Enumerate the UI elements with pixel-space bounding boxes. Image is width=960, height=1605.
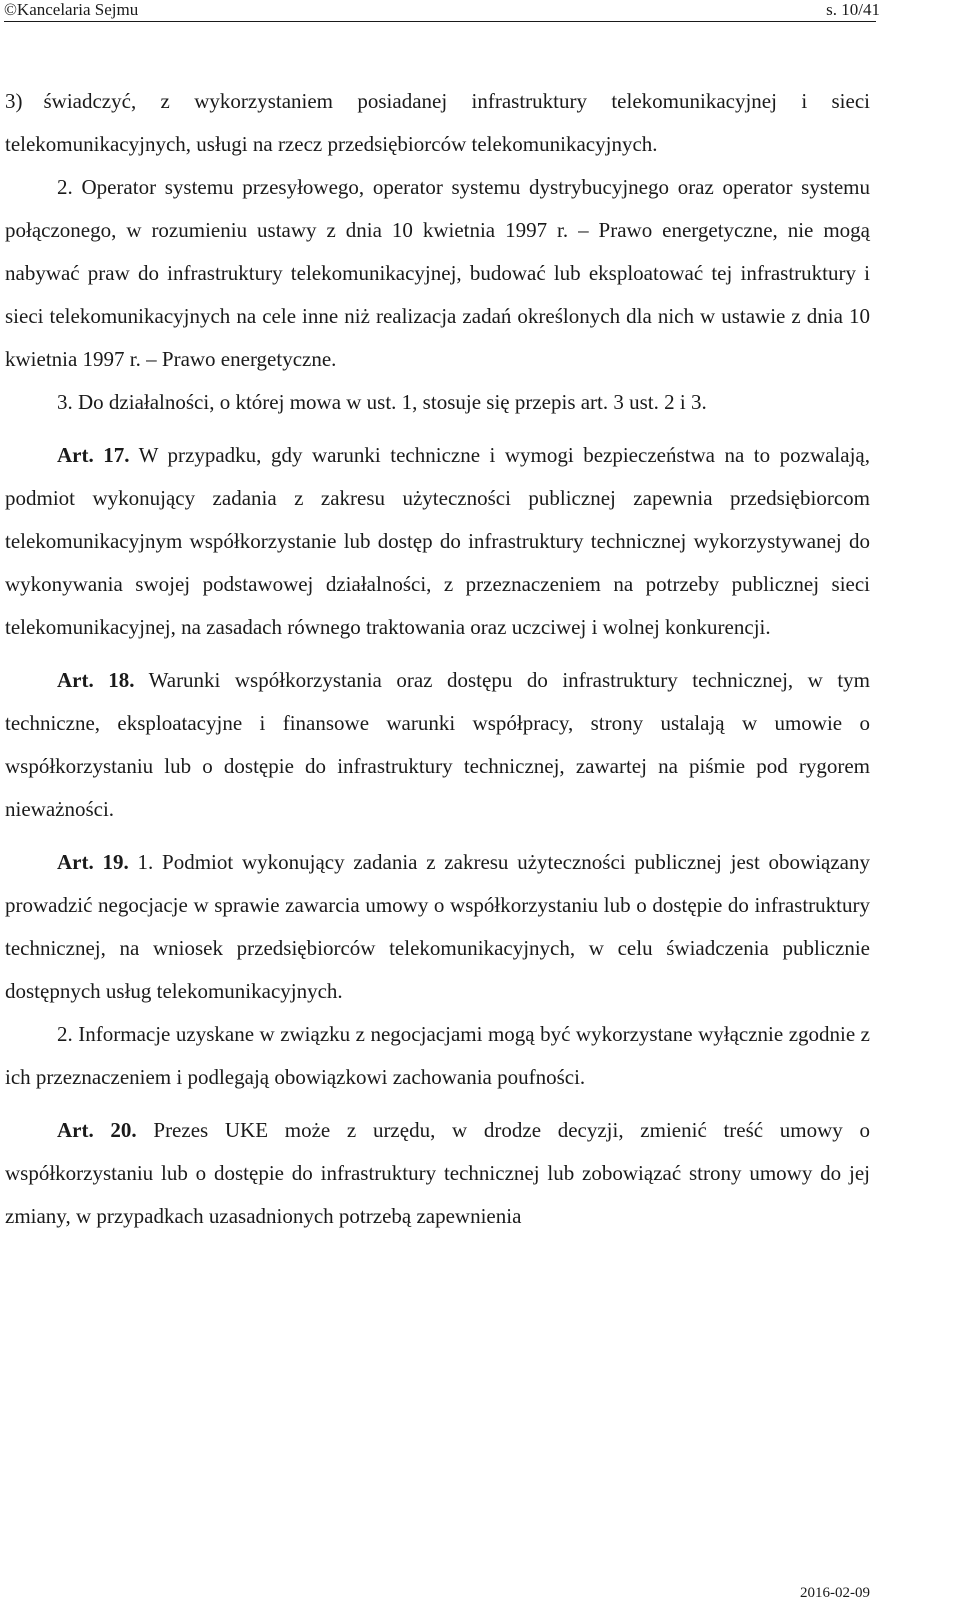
article-20-label: Art. 20. — [57, 1118, 137, 1142]
article-19-label: Art. 19. — [57, 850, 129, 874]
article-17-text: W przypadku, gdy warunki techniczne i wymogi bezpieczeństwa na to pozwalają, podmiot wykonujący zadania z zakresu użyteczności publicznej zapewnia przedsiębiorcom telekomunikacyjnym współkorzystanie lub dostęp do infrastruktury technicznej wykorzystywanej do wykonywania swojej podstawowej działalności, z przeznaczeniem na potrzeby publicznej sieci telekomunikacyjnej, na zasadach równego traktowania oraz uczciwej i wolnej konkurencji. — [5, 443, 870, 639]
paragraph-ust-2: 2. Operator systemu przesyłowego, operator systemu dystrybucyjnego oraz operator systemu połączonego, w rozumieniu ustawy z dnia 10 kwietnia 1997 r. – Prawo energetyczne, nie mogą nabywać praw do infrastruktury telekomunikacyjnej, budować lub eksploatować tej infrastruktury i sieci telekomunikacyjnych na cele inne niż realizacja zadań określonych dla nich w ustawie z dnia 10 kwietnia 1997 r. – Prawo energetyczne. — [5, 175, 870, 371]
paragraph-point-3: 3) świadczyć, z wykorzystaniem posiadanej infrastruktury telekomunikacyjnej i sieci telekomunikacyjnych, usługi na rzecz przedsiębiorców telekomunikacyjnych. — [5, 89, 870, 156]
page-header — [0, 0, 960, 22]
article-18-label: Art. 18. — [57, 668, 135, 692]
article-19-text: 1. Podmiot wykonujący zadania z zakresu użyteczności publicznej jest obowiązany prowadzić negocjacje w sprawie zawarcia umowy o współkorzystaniu lub o dostępie do infrastruktury technicznej, na wniosek przedsiębiorców telekomunikacyjnych, w celu świadczenia publicznie dostępnych usług telekomunikacyjnych. — [5, 850, 870, 1003]
article-17-label: Art. 17. — [57, 443, 130, 467]
page-number: s. 10/41 — [826, 0, 880, 19]
document-body — [5, 80, 870, 1238]
article-18 — [5, 659, 870, 831]
article-19 — [5, 841, 870, 1013]
article-20 — [5, 1109, 870, 1238]
article-19-ust-2: 2. Informacje uzyskane w związku z negocjacjami mogą być wykorzystane wyłącznie zgodnie z ich przeznaczeniem i podlegają obowiązkowi zachowania poufności. — [5, 1022, 870, 1089]
paragraph-ust-3: 3. Do działalności, o której mowa w ust. 1, stosuje się przepis art. 3 ust. 2 i 3. — [57, 390, 707, 414]
copyright-text: ©Kancelaria Sejmu — [4, 0, 139, 19]
header-divider — [4, 21, 876, 22]
article-17 — [5, 434, 870, 649]
footer-date: 2016-02-09 — [800, 1585, 870, 1601]
article-18-text: Warunki współkorzystania oraz dostępu do infrastruktury technicznej, w tym techniczne, eksploatacyjne i finansowe warunki współpracy, strony ustalają w umowie o współkorzystaniu lub o dostępie do infrastruktury technicznej, zawartej na piśmie pod rygorem nieważności. — [5, 668, 870, 821]
article-20-text: Prezes UKE może z urzędu, w drodze decyzji, zmienić treść umowy o współkorzystaniu lub o dostępie do infrastruktury technicznej lub zobowiązać strony umowy do jej zmiany, w przypadkach uzasadnionych potrzebą zapewnienia — [5, 1118, 871, 1228]
